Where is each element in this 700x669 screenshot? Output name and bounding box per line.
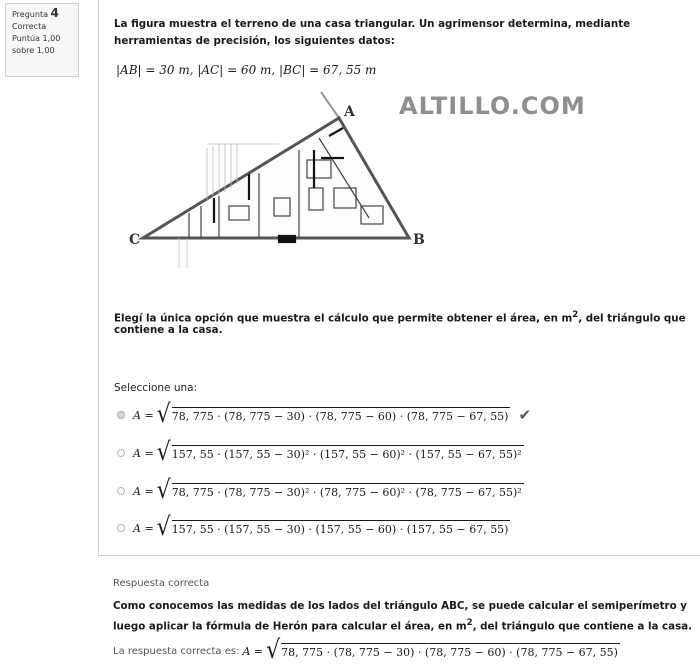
- correct-answer-line: [113, 636, 620, 665]
- formula-radicand: 78, 775 · (78, 775 − 30)² · (78, 775 − 60)² · (78, 775 − 67, 55)²: [172, 483, 524, 499]
- formula-option-3: [133, 476, 524, 505]
- formula-radicand: 157, 55 · (157, 55 − 30) · (157, 55 − 60) · (157, 55 − 67, 55): [172, 520, 511, 536]
- correct-answer-formula: [242, 636, 619, 665]
- question-content: [98, 0, 700, 556]
- radio-option-2[interactable]: [117, 449, 125, 457]
- formula-option-4: [133, 513, 510, 542]
- vertex-b-label: B: [413, 232, 425, 248]
- question-num: 4: [50, 6, 59, 20]
- select-one-label: Seleccione una:: [114, 382, 198, 394]
- formula-option-2: [133, 438, 524, 467]
- sqrt-icon: √: [266, 636, 281, 665]
- formula-radicand: 78, 775 · (78, 775 − 30) · (78, 775 − 60) · (78, 775 − 67, 55): [172, 407, 511, 423]
- formula-option-1: [133, 400, 510, 429]
- feedback-title: Respuesta correcta: [113, 578, 210, 589]
- instruction-post: , del triángulo que contiene a la casa.: [114, 312, 686, 337]
- sqrt-icon: √: [156, 438, 171, 467]
- formula-lhs: A =: [133, 446, 154, 460]
- vertex-a-label: A: [344, 104, 355, 120]
- sqrt-icon: √: [156, 513, 171, 542]
- watermark: ALTILLO.COM: [399, 92, 586, 120]
- instruction-sup: 2: [572, 310, 579, 320]
- question-score: Puntúa 1,00: [12, 34, 61, 43]
- formula-radicand: 78, 775 · (78, 775 − 30) · (78, 775 − 60) · (78, 775 − 67, 55): [281, 643, 620, 659]
- feedback-post: , del triángulo que contiene a la casa.: [472, 620, 693, 633]
- checkmark-icon: ✔: [518, 406, 532, 424]
- question-status: Correcta: [12, 22, 47, 31]
- radio-option-4[interactable]: [117, 524, 125, 532]
- radio-option-1[interactable]: [117, 411, 125, 419]
- formula-lhs: A =: [242, 644, 264, 658]
- instruction-pre: Elegí la única opción que muestra el cálculo que permite obtener el área, en m: [114, 312, 573, 325]
- feedback-sup: 2: [466, 618, 473, 628]
- formula-lhs: A =: [133, 484, 154, 498]
- triangle-house-figure: [129, 88, 429, 268]
- question-info-box: [5, 3, 79, 77]
- formula-lhs: A =: [133, 408, 154, 422]
- feedback-pre: Como conocemos las medidas de los lados del triángulo ABC, se puede calcular el semiperímetro y luego aplicar la fórmula de Herón para calcular el área, en m: [113, 600, 687, 633]
- vertex-c-label: C: [129, 232, 141, 248]
- answer-option-2[interactable]: [117, 438, 524, 468]
- answer-option-1[interactable]: [117, 400, 531, 430]
- question-number: [12, 7, 72, 21]
- question-label: Pregunta: [12, 10, 48, 19]
- radio-option-3[interactable]: [117, 487, 125, 495]
- sqrt-icon: √: [156, 400, 171, 429]
- instruction-text: [114, 310, 700, 336]
- question-max-score: sobre 1,00: [12, 46, 55, 55]
- correct-answer-label: La respuesta correcta es:: [113, 645, 240, 657]
- side-measures: |AB| = 30 m, |AC| = 60 m, |BC| = 67, 55 m: [116, 63, 377, 77]
- question-text: La figura muestra el terreno de una casa triangular. Un agrimensor determina, mediante herramientas de precisión, los siguientes datos:: [114, 18, 631, 47]
- feedback-text: [113, 598, 693, 635]
- answer-option-3[interactable]: [117, 476, 524, 506]
- sqrt-icon: √: [156, 476, 171, 505]
- formula-radicand: 157, 55 · (157, 55 − 30)² · (157, 55 − 60)² · (157, 55 − 67, 55)²: [172, 445, 524, 461]
- answer-option-4[interactable]: [117, 513, 510, 543]
- formula-lhs: A =: [133, 521, 154, 535]
